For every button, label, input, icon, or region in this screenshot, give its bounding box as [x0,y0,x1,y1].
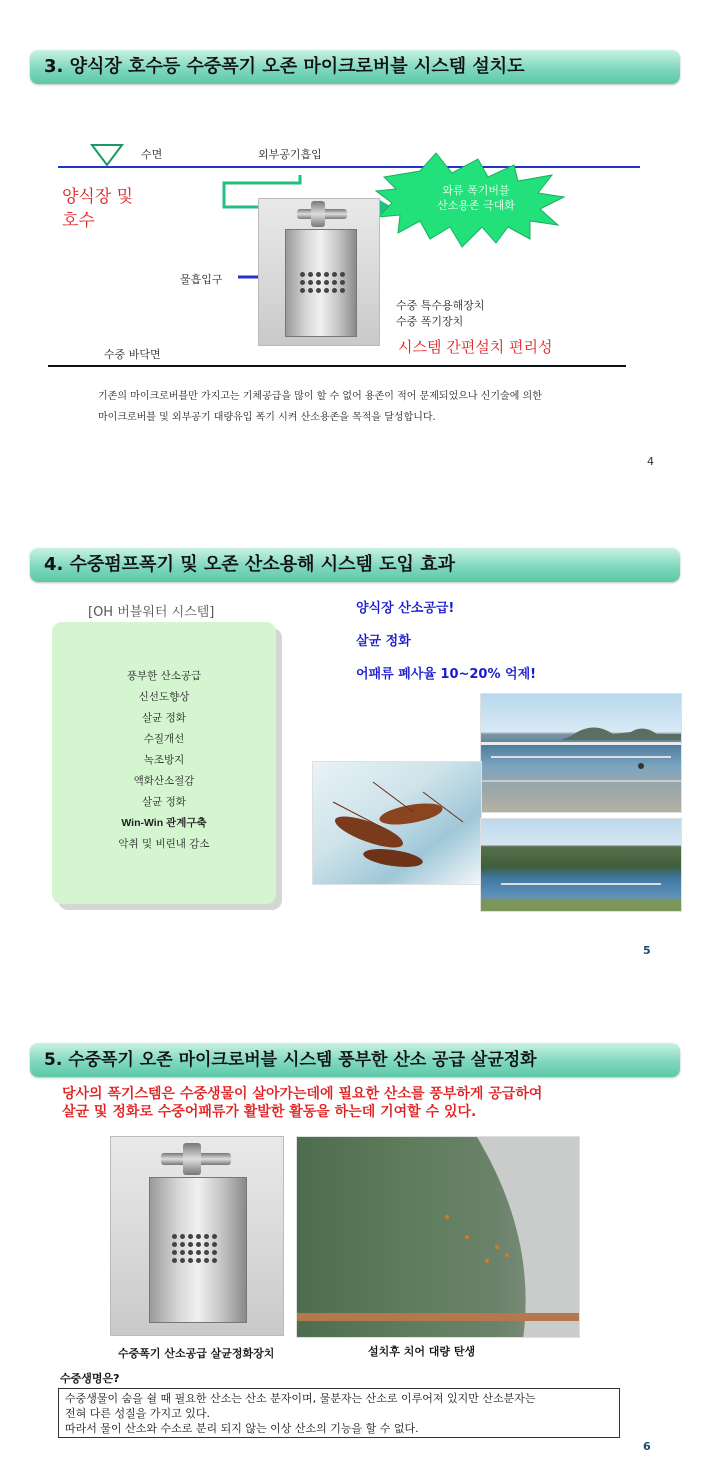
bottom-label: 수중 바닥면 [104,348,161,361]
device-body [149,1177,247,1323]
headline-sterilize: 살균 정화 [356,634,411,649]
caption-device: 수중폭기 산소공급 살균정화장치 [118,1347,275,1360]
caption-fry: 설치후 치어 대량 탄생 [368,1345,476,1358]
easy-install-label: 시스템 간편설치 편리성 [398,338,553,356]
water-surface-marker-icon [92,145,122,165]
water-inlet-label: 물흡입구 [180,273,223,286]
question-label: 수중생명은? [60,1372,120,1385]
slide1-title: 3. 양식장 호수등 수중폭기 오존 마이크로버블 시스템 설치도 [30,50,680,84]
page-number-5: 5 [643,944,651,957]
fish-farm-photo-1 [480,693,682,813]
water-surface-label: 수면 [141,148,163,161]
machine-photo [258,198,380,346]
fish-farm-photo-2 [480,818,682,912]
slide3-lead: 당사의 폭기스템은 수중생물이 살아가는데에 필요한 산소를 풍부하게 공급하여 살균 및 정화로 수중어패류가 활발한 활동을 하는데 기여할 수 있다. [62,1086,543,1120]
benefit-item: 액화산소절감 [133,775,195,787]
slide3-title: 5. 수중폭기 오존 마이크로버블 시스템 풍부한 산소 공급 살균정화 [30,1043,680,1077]
page-number-4: 4 [647,455,654,468]
device-vent-holes [172,1234,217,1263]
system-label: [OH 버블워터 시스템] [88,605,215,620]
benefit-item: 신선도향상 [138,691,190,703]
bubble-burst-text: 와류 폭기버블 산소용존 극대화 [437,184,515,212]
benefits-box [52,622,276,904]
shrimp-photo [312,761,482,885]
benefit-item: Win-Win 관계구축 [121,817,207,829]
fish-fry-tank-photo [296,1136,580,1338]
air-intake-label: 외부공기흡입 [258,148,322,161]
benefit-item: 살균 정화 [142,796,186,808]
machine-body [285,229,357,337]
page-number-6: 6 [643,1440,651,1453]
benefit-item: 악취 및 비린내 감소 [118,838,210,850]
machine-vent-holes [300,272,345,293]
benefit-item: 살균 정화 [142,712,186,724]
machine-valve [311,201,325,227]
benefit-item: 풍부한 산소공급 [126,670,202,682]
slide1-description: 기존의 마이크로버블만 가지고는 기체공급을 많이 할 수 없어 용존이 적어 문제되었으나 신기술에 의한 마이크로버블 및 외부공기 대량유입 폭기 시켜 산소용존을 목적을 달성합니다. [98,391,542,423]
benefit-item: 수질개선 [143,733,185,745]
headline-mortality: 어패류 폐사율 10~20% 억제! [356,667,537,682]
location-label: 양식장 및 호수 [62,187,134,231]
slide2-title: 4. 수중펌프폭기 및 오존 산소용해 시스템 도입 효과 [30,548,680,582]
headline-oxygen: 양식장 산소공급! [356,601,455,616]
benefit-item: 녹조방지 [143,754,185,766]
device-valve [183,1143,201,1175]
device-labels: 수중 특수용해장치 수중 폭기장치 [396,299,485,328]
aeration-device-photo [110,1136,284,1336]
explanation-box: 수중생물이 숨을 쉴 때 필요한 산소는 산소 분자이며, 물분자는 산소로 이루어져 있지만 산소분자는 전혀 다른 성질을 가지고 있다. 따라서 물이 산소와 수소로 분리 되지 않는 이상 산소의 기능을 할 수 없다. [58,1388,620,1438]
